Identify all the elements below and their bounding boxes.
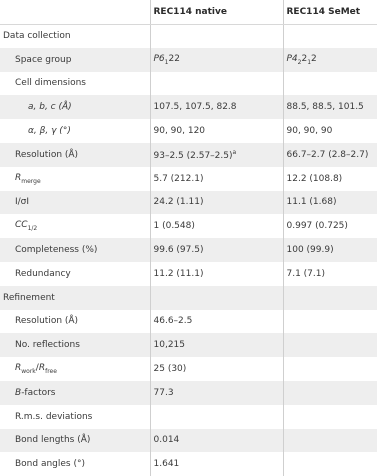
semet-value: 12.2 (108.8) xyxy=(283,167,377,191)
table-row-bond-lengths xyxy=(0,429,377,453)
row-label: Bond lengths (Å) xyxy=(0,429,150,453)
table-row-rmerge xyxy=(0,167,377,191)
row-label: I/σI xyxy=(0,191,150,215)
semet-value: 0.997 (0.725) xyxy=(283,214,377,238)
subscript: 1 xyxy=(164,58,169,66)
native-value xyxy=(150,143,283,167)
space-group-symbol: P6 xyxy=(153,53,165,64)
semet-value: 88.5, 88.5, 101.5 xyxy=(283,95,377,119)
native-value: 46.6–2.5 xyxy=(150,310,283,334)
table-row-reflections xyxy=(0,333,377,357)
semet-value: 66.7–2.7 (2.8–2.7) xyxy=(283,143,377,167)
header-semet: REC114 SeMet xyxy=(283,0,377,24)
table-row-resolution xyxy=(0,143,377,167)
subscript: 1/2 xyxy=(27,225,38,233)
slash: / xyxy=(35,363,39,374)
row-label: Cell dimensions xyxy=(0,72,150,96)
semet-value xyxy=(283,310,377,334)
semet-value xyxy=(283,381,377,405)
r-symbol: R xyxy=(15,172,22,183)
table-row-cc-half xyxy=(0,214,377,238)
native-value: 10,215 xyxy=(150,333,283,357)
native-value: 5.7 (212.1) xyxy=(150,167,283,191)
native-value xyxy=(150,72,283,96)
semet-value xyxy=(283,286,377,310)
native-value: 1.641 xyxy=(150,452,283,476)
subscript: 2 xyxy=(297,58,302,66)
row-label: Resolution (Å) xyxy=(0,143,150,167)
table-row-abc xyxy=(0,95,377,119)
semet-value xyxy=(283,48,377,72)
native-value: 1 (0.548) xyxy=(150,214,283,238)
native-value xyxy=(150,48,283,72)
native-value xyxy=(150,24,283,48)
row-label: Resolution (Å) xyxy=(0,310,150,334)
semet-value xyxy=(283,357,377,381)
table-row-ref-resolution xyxy=(0,310,377,334)
r-symbol: R xyxy=(15,363,22,374)
space-group-tail: 2 xyxy=(311,53,317,64)
native-value: 90, 90, 120 xyxy=(150,119,283,143)
row-label xyxy=(0,214,150,238)
footnote-marker: a xyxy=(232,148,237,156)
section-row-data-collection xyxy=(0,24,377,48)
semet-value: 11.1 (1.68) xyxy=(283,191,377,215)
table-row-redundancy xyxy=(0,262,377,286)
row-label xyxy=(0,167,150,191)
semet-value xyxy=(283,452,377,476)
native-value: 107.5, 107.5, 82.8 xyxy=(150,95,283,119)
native-value: 77.3 xyxy=(150,381,283,405)
table-row-cell-dimensions xyxy=(0,72,377,96)
header-native: REC114 native xyxy=(150,0,283,24)
semet-value: 90, 90, 90 xyxy=(283,119,377,143)
header-empty xyxy=(0,0,150,24)
semet-value xyxy=(283,72,377,96)
semet-value xyxy=(283,24,377,48)
row-label: Space group xyxy=(0,48,150,72)
row-label: R.m.s. deviations xyxy=(0,405,150,429)
subscript: merge xyxy=(21,177,41,185)
native-value: 0.014 xyxy=(150,429,283,453)
native-value: 11.2 (11.1) xyxy=(150,262,283,286)
table-row-i-sigma xyxy=(0,191,377,215)
row-label: Refinement xyxy=(0,286,150,310)
section-row-refinement xyxy=(0,286,377,310)
table-row-rwork-rfree xyxy=(0,357,377,381)
row-label: No. reflections xyxy=(0,333,150,357)
b-symbol: B xyxy=(15,387,22,398)
table-row-space-group xyxy=(0,48,377,72)
table-row-rms xyxy=(0,405,377,429)
subscript: 1 xyxy=(307,58,312,66)
native-value xyxy=(150,405,283,429)
space-group-symbol: P4 xyxy=(286,53,298,64)
semet-value xyxy=(283,429,377,453)
b-tail: -factors xyxy=(21,387,56,398)
native-value xyxy=(150,286,283,310)
table-row-angles xyxy=(0,119,377,143)
row-label: Data collection xyxy=(0,24,150,48)
header-row xyxy=(0,0,377,24)
row-label: a, b, c (Å) xyxy=(0,95,150,119)
row-label: Redundancy xyxy=(0,262,150,286)
table-row-bond-angles xyxy=(0,452,377,476)
row-label: Completeness (%) xyxy=(0,238,150,262)
row-label: α, β, γ (°) xyxy=(0,119,150,143)
table-row-completeness xyxy=(0,238,377,262)
cc-symbol: CC xyxy=(15,220,28,231)
table-row-bfactors xyxy=(0,381,377,405)
resolution-text: 93–2.5 (2.57–2.5) xyxy=(153,150,233,161)
r-symbol: R xyxy=(38,363,46,374)
subscript: free xyxy=(45,367,57,375)
semet-value: 100 (99.9) xyxy=(283,238,377,262)
subscript: work xyxy=(21,367,36,375)
native-value: 24.2 (1.11) xyxy=(150,191,283,215)
native-value: 25 (30) xyxy=(150,357,283,381)
semet-value xyxy=(283,405,377,429)
native-value: 99.6 (97.5) xyxy=(150,238,283,262)
row-label xyxy=(0,357,150,381)
semet-value: 7.1 (7.1) xyxy=(283,262,377,286)
semet-value xyxy=(283,333,377,357)
row-label: Bond angles (°) xyxy=(0,452,150,476)
space-group-mid: 2 xyxy=(301,53,308,64)
space-group-tail: 22 xyxy=(168,53,180,64)
row-label xyxy=(0,381,150,405)
